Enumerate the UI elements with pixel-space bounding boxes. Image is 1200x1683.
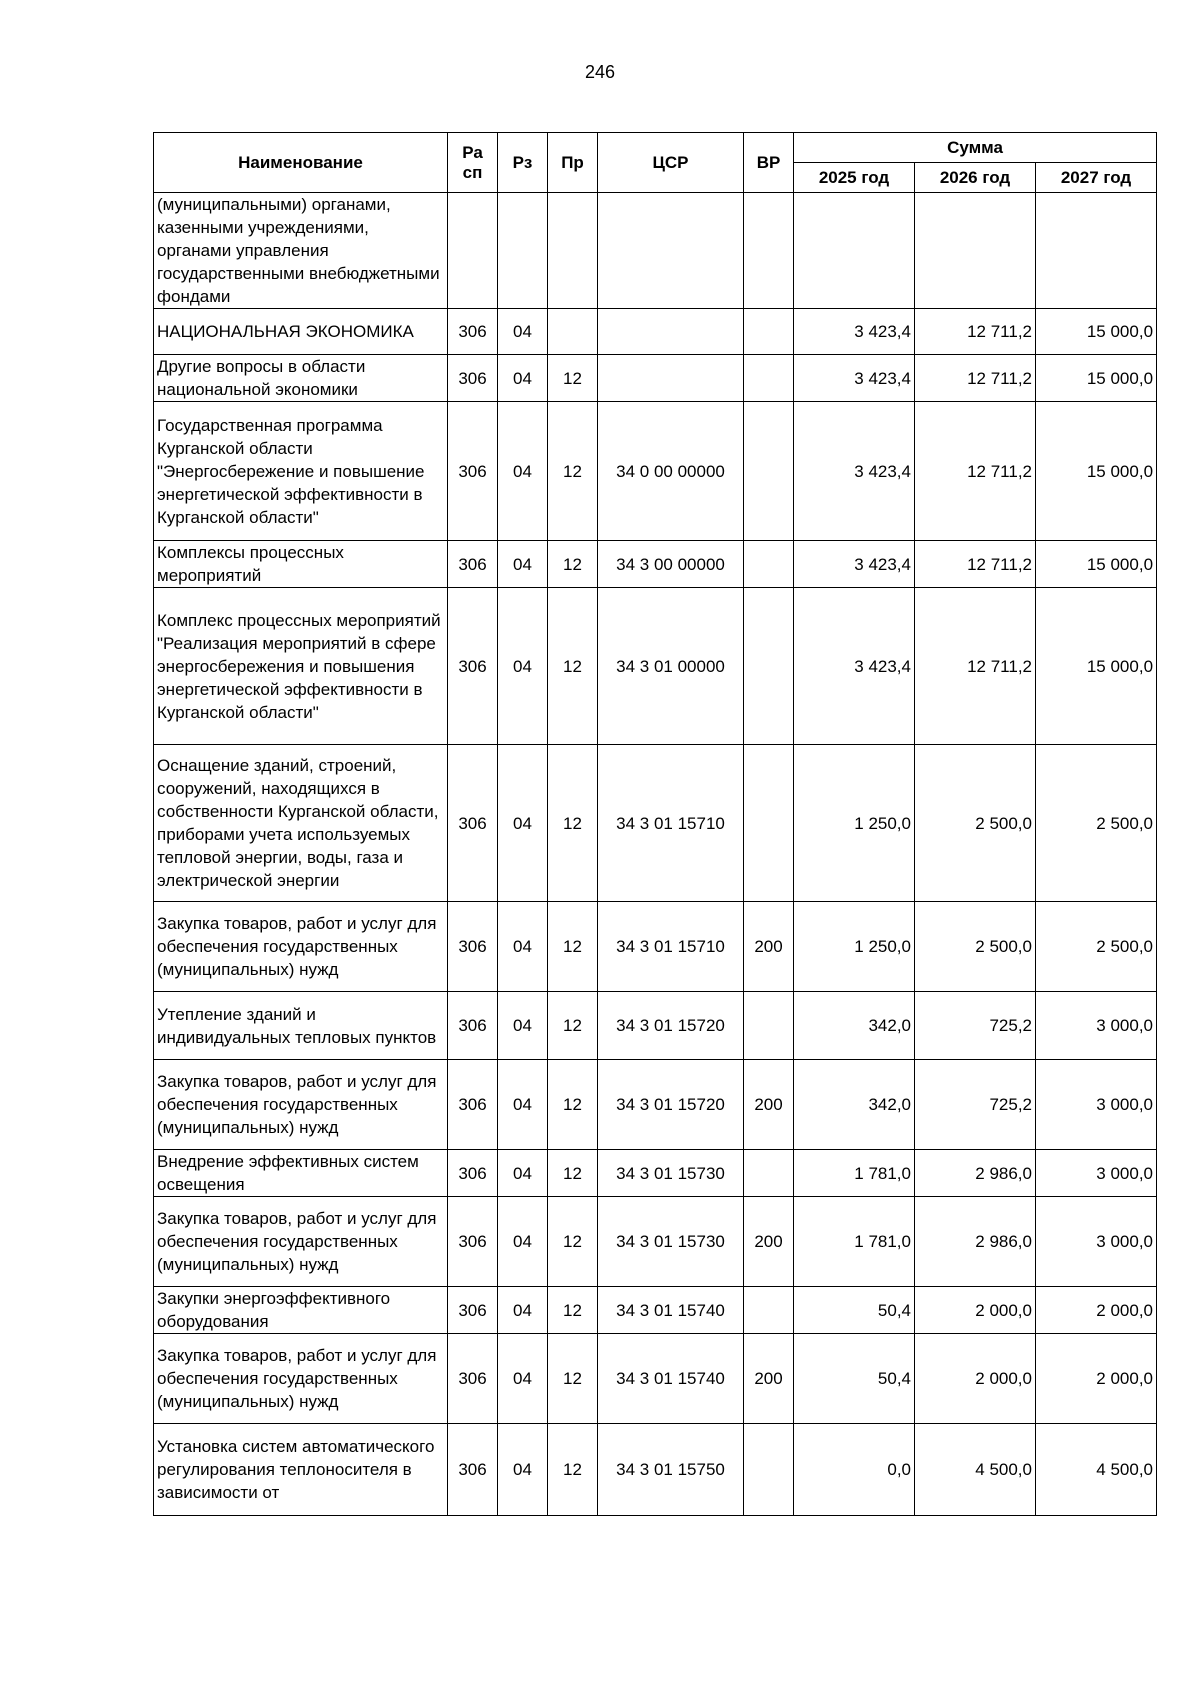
cell-rasp: 306 [448,745,498,902]
cell-rz: 04 [498,1060,548,1150]
table-row [154,992,1157,1060]
cell-2027: 15 000,0 [1036,588,1157,745]
cell-name: Государственная программа Курганской области "Энергосбережение и повышение энергетической эффективности в Курганской области" [154,402,448,541]
cell-2026: 12 711,2 [915,402,1036,541]
header-year-2025: 2025 год [794,163,915,193]
table-row [154,193,1157,309]
cell-csr [598,355,744,402]
cell-csr: 34 0 00 00000 [598,402,744,541]
header-year-2027: 2027 год [1036,163,1157,193]
cell-vr: 200 [744,1334,794,1424]
budget-table [153,132,1157,1516]
table-row [154,1150,1157,1197]
cell-vr: 200 [744,1060,794,1150]
header-rasp: Ра сп [448,133,498,193]
header-year-2026: 2026 год [915,163,1036,193]
cell-2026: 2 986,0 [915,1150,1036,1197]
table-row [154,1287,1157,1334]
cell-rz: 04 [498,309,548,355]
cell-2027: 2 500,0 [1036,745,1157,902]
cell-2027: 15 000,0 [1036,355,1157,402]
cell-rasp: 306 [448,1334,498,1424]
cell-vr [744,1424,794,1516]
cell-csr: 34 3 01 15720 [598,1060,744,1150]
cell-rasp: 306 [448,541,498,588]
cell-name: Оснащение зданий, строений, сооружений, находящихся в собственности Курганской области, приборами учета используемых тепловой энергии, воды, газа и электрической энергии [154,745,448,902]
cell-rasp: 306 [448,402,498,541]
cell-pr: 12 [548,588,598,745]
cell-vr [744,1150,794,1197]
cell-csr [598,309,744,355]
cell-2025: 1 781,0 [794,1197,915,1287]
cell-csr: 34 3 01 15730 [598,1150,744,1197]
cell-pr: 12 [548,1424,598,1516]
table-row [154,1197,1157,1287]
cell-name: Закупка товаров, работ и услуг для обеспечения государственных (муниципальных) нужд [154,1060,448,1150]
cell-pr [548,193,598,309]
cell-rz: 04 [498,355,548,402]
cell-pr: 12 [548,1334,598,1424]
cell-pr: 12 [548,402,598,541]
table-row [154,745,1157,902]
cell-rasp: 306 [448,588,498,745]
cell-vr: 200 [744,1197,794,1287]
cell-2027: 2 000,0 [1036,1287,1157,1334]
cell-name: Закупка товаров, работ и услуг для обеспечения государственных (муниципальных) нужд [154,902,448,992]
table-row [154,355,1157,402]
cell-vr [744,745,794,902]
cell-pr: 12 [548,745,598,902]
cell-pr: 12 [548,1150,598,1197]
cell-2025: 1 250,0 [794,745,915,902]
cell-vr [744,402,794,541]
cell-2025: 1 250,0 [794,902,915,992]
cell-rz: 04 [498,1334,548,1424]
cell-2026: 2 500,0 [915,902,1036,992]
cell-2025: 3 423,4 [794,402,915,541]
cell-name: (муниципальными) органами, казенными учреждениями, органами управления государственными внебюджетными фондами [154,193,448,309]
cell-rz: 04 [498,1150,548,1197]
table-row [154,402,1157,541]
table-row [154,1060,1157,1150]
cell-csr: 34 3 01 15740 [598,1287,744,1334]
cell-rasp: 306 [448,1060,498,1150]
cell-2026: 12 711,2 [915,541,1036,588]
cell-vr [744,309,794,355]
cell-rz: 04 [498,402,548,541]
cell-name: Комплексы процессных мероприятий [154,541,448,588]
cell-csr: 34 3 01 00000 [598,588,744,745]
cell-rz: 04 [498,745,548,902]
cell-2026: 2 000,0 [915,1287,1036,1334]
cell-pr: 12 [548,541,598,588]
cell-2027: 15 000,0 [1036,402,1157,541]
cell-csr [598,193,744,309]
cell-2026: 725,2 [915,1060,1036,1150]
cell-rasp: 306 [448,309,498,355]
cell-2025: 50,4 [794,1287,915,1334]
cell-rz [498,193,548,309]
cell-name: Внедрение эффективных систем освещения [154,1150,448,1197]
cell-pr: 12 [548,1197,598,1287]
cell-pr: 12 [548,902,598,992]
cell-csr: 34 3 01 15710 [598,902,744,992]
cell-vr: 200 [744,902,794,992]
cell-pr: 12 [548,1060,598,1150]
cell-rz: 04 [498,541,548,588]
cell-vr [744,355,794,402]
cell-name: Закупка товаров, работ и услуг для обеспечения государственных (муниципальных) нужд [154,1334,448,1424]
cell-2027: 2 500,0 [1036,902,1157,992]
cell-2026: 2 986,0 [915,1197,1036,1287]
cell-2026: 2 000,0 [915,1334,1036,1424]
header-pr: Пр [548,133,598,193]
table-row [154,1334,1157,1424]
cell-2027: 2 000,0 [1036,1334,1157,1424]
cell-rasp: 306 [448,902,498,992]
cell-name: Закупки энергоэффективного оборудования [154,1287,448,1334]
cell-pr [548,309,598,355]
header-rz: Рз [498,133,548,193]
cell-2027: 15 000,0 [1036,541,1157,588]
cell-pr: 12 [548,355,598,402]
cell-2027: 3 000,0 [1036,1150,1157,1197]
cell-rasp: 306 [448,1150,498,1197]
cell-2025: 3 423,4 [794,309,915,355]
cell-csr: 34 3 01 15720 [598,992,744,1060]
cell-rz: 04 [498,992,548,1060]
cell-rasp: 306 [448,355,498,402]
cell-2025 [794,193,915,309]
cell-rasp: 306 [448,1197,498,1287]
cell-vr [744,992,794,1060]
cell-2027: 3 000,0 [1036,1197,1157,1287]
cell-2027: 3 000,0 [1036,1060,1157,1150]
header-csr: ЦСР [598,133,744,193]
cell-vr [744,588,794,745]
cell-2026: 12 711,2 [915,355,1036,402]
cell-csr: 34 3 01 15750 [598,1424,744,1516]
cell-rz: 04 [498,902,548,992]
cell-rz: 04 [498,1197,548,1287]
cell-csr: 34 3 01 15730 [598,1197,744,1287]
cell-2026: 2 500,0 [915,745,1036,902]
cell-2026: 4 500,0 [915,1424,1036,1516]
table-body [154,193,1157,1516]
cell-name: Установка систем автоматического регулирования теплоносителя в зависимости от [154,1424,448,1516]
cell-2026: 12 711,2 [915,588,1036,745]
header-sum: Сумма [794,133,1157,163]
cell-rasp: 306 [448,992,498,1060]
header-name: Наименование [154,133,448,193]
cell-rz: 04 [498,1424,548,1516]
page-number: 246 [584,62,616,82]
cell-2025: 3 423,4 [794,541,915,588]
cell-2025: 342,0 [794,1060,915,1150]
cell-2026: 725,2 [915,992,1036,1060]
cell-name: НАЦИОНАЛЬНАЯ ЭКОНОМИКА [154,309,448,355]
cell-2026: 12 711,2 [915,309,1036,355]
cell-pr: 12 [548,1287,598,1334]
cell-2027 [1036,193,1157,309]
cell-name: Другие вопросы в области национальной экономики [154,355,448,402]
cell-2027: 15 000,0 [1036,309,1157,355]
table-row [154,1424,1157,1516]
cell-vr [744,541,794,588]
cell-2025: 342,0 [794,992,915,1060]
cell-rasp [448,193,498,309]
cell-vr [744,193,794,309]
table-row [154,902,1157,992]
cell-csr: 34 3 01 15740 [598,1334,744,1424]
table-row [154,588,1157,745]
cell-2025: 3 423,4 [794,355,915,402]
table-row [154,309,1157,355]
cell-2025: 50,4 [794,1334,915,1424]
cell-rasp: 306 [448,1287,498,1334]
cell-rz: 04 [498,1287,548,1334]
cell-2027: 4 500,0 [1036,1424,1157,1516]
cell-csr: 34 3 01 15710 [598,745,744,902]
cell-name: Закупка товаров, работ и услуг для обеспечения государственных (муниципальных) нужд [154,1197,448,1287]
cell-rz: 04 [498,588,548,745]
cell-2026 [915,193,1036,309]
cell-name: Утепление зданий и индивидуальных тепловых пунктов [154,992,448,1060]
cell-2025: 3 423,4 [794,588,915,745]
cell-vr [744,1287,794,1334]
cell-2027: 3 000,0 [1036,992,1157,1060]
cell-2025: 1 781,0 [794,1150,915,1197]
cell-rasp: 306 [448,1424,498,1516]
table-row [154,541,1157,588]
header-vr: ВР [744,133,794,193]
cell-csr: 34 3 00 00000 [598,541,744,588]
cell-pr: 12 [548,992,598,1060]
cell-2025: 0,0 [794,1424,915,1516]
cell-name: Комплекс процессных мероприятий "Реализация мероприятий в сфере энергосбережения и повышения энергетической эффективности в Курганской области" [154,588,448,745]
